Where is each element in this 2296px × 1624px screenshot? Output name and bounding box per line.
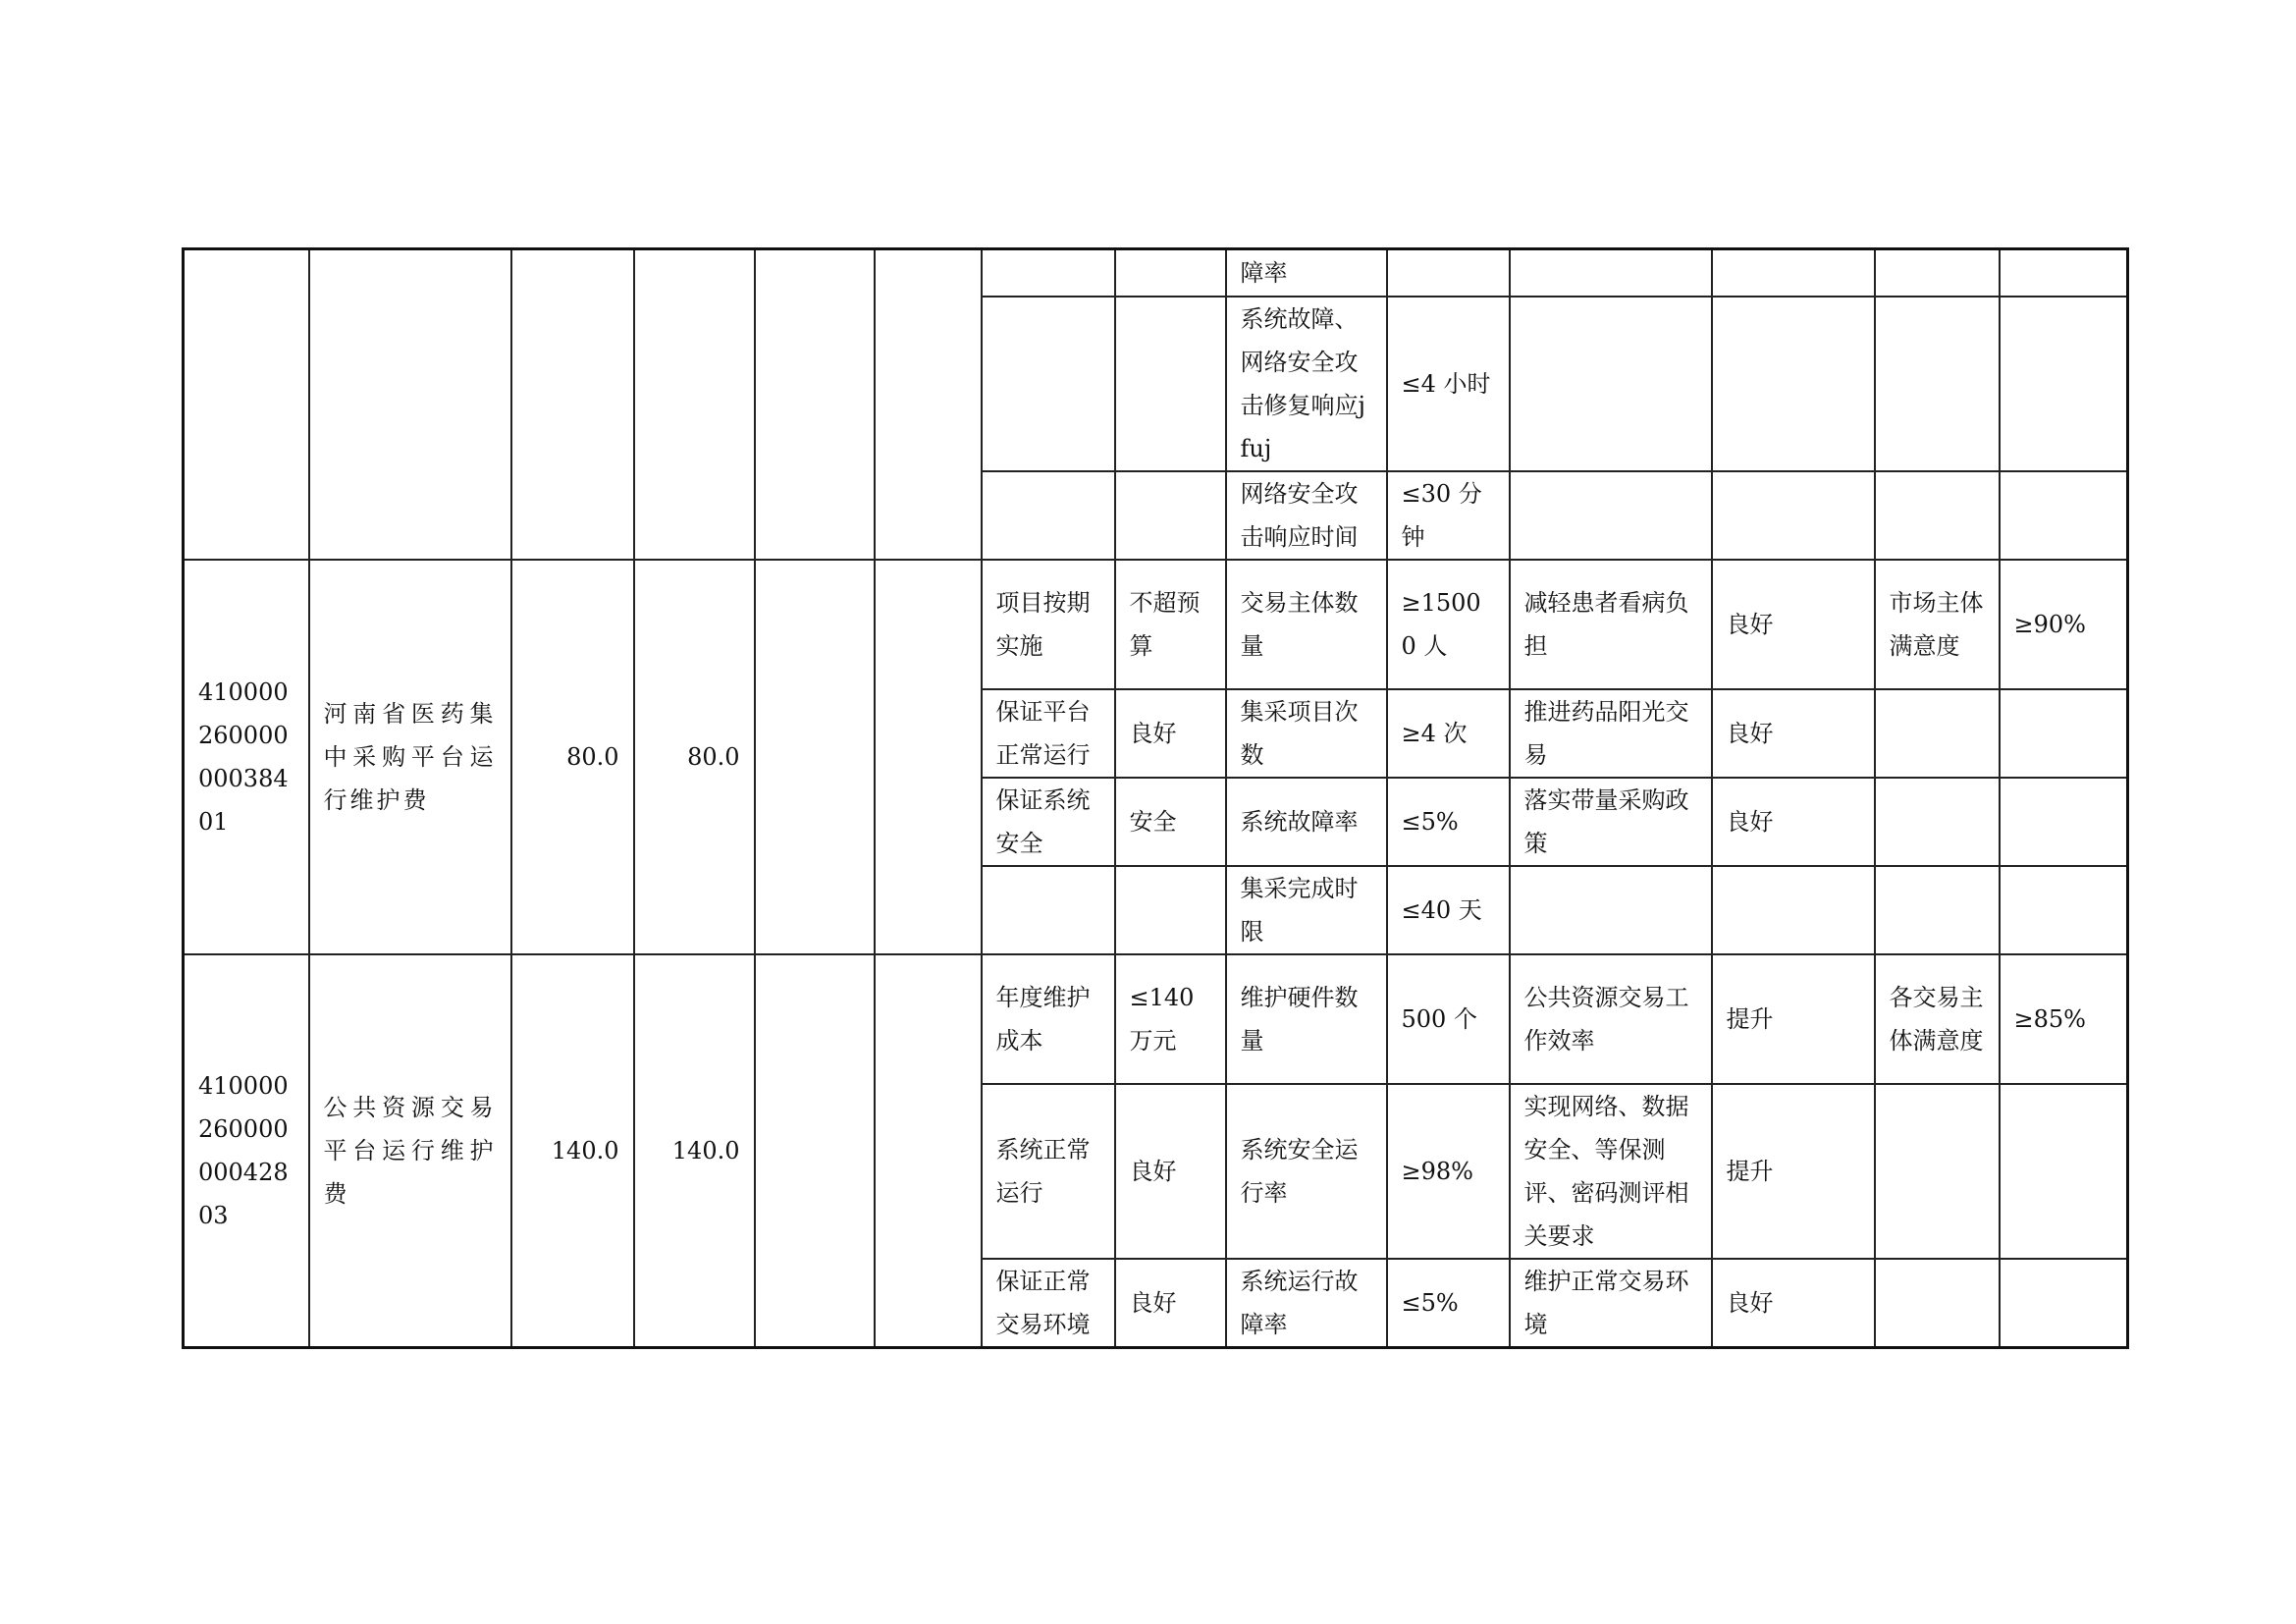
cell-value-2 [1387,249,1510,297]
cell-indicator-3 [1510,249,1712,297]
cell-indicator-4: 各交易主体满意度 [1875,954,2000,1084]
cell-amount-1: 80.0 [511,560,634,954]
cell-indicator-3: 维护正常交易环境 [1510,1259,1712,1348]
cell-value-1: 安全 [1115,778,1226,866]
cell-indicator-1: 保证平台正常运行 [982,689,1115,778]
cell-amount-1: 140.0 [511,954,634,1348]
cell-indicator-1 [982,297,1115,471]
cell-value-1: ≤140 万元 [1115,954,1226,1084]
cell-code [184,249,309,560]
cell-value-2: 500 个 [1387,954,1510,1084]
cell-blank-5 [755,249,875,560]
cell-value-1: 良好 [1115,1259,1226,1348]
cell-indicator-4 [1875,778,2000,866]
cell-indicator-3: 公共资源交易工作效率 [1510,954,1712,1084]
table-row [184,249,2128,297]
cell-value-1 [1115,471,1226,560]
cell-indicator-2: 系统故障率 [1226,778,1387,866]
cell-amount-2: 140.0 [634,954,755,1348]
cell-indicator-4 [1875,297,2000,471]
cell-value-4 [2000,249,2128,297]
performance-table [182,247,2129,1349]
cell-project-name: 河南省医药集中采购平台运行维护费 [309,560,511,954]
cell-indicator-1: 保证系统安全 [982,778,1115,866]
cell-code: 41000026000000042803 [184,954,309,1348]
cell-value-2: ≤5% [1387,778,1510,866]
cell-project-name [309,249,511,560]
cell-value-2: ≤40 天 [1387,866,1510,954]
cell-value-3: 良好 [1712,689,1875,778]
cell-value-4 [2000,866,2128,954]
cell-amount-1 [511,249,634,560]
cell-project-name: 公共资源交易平台运行维护费 [309,954,511,1348]
cell-value-3: 良好 [1712,560,1875,689]
cell-blank-6 [875,954,982,1348]
cell-value-1: 良好 [1115,1084,1226,1259]
cell-indicator-1 [982,249,1115,297]
cell-value-3 [1712,866,1875,954]
cell-value-3: 良好 [1712,1259,1875,1348]
cell-blank-6 [875,249,982,560]
cell-indicator-4 [1875,866,2000,954]
cell-indicator-1: 系统正常运行 [982,1084,1115,1259]
cell-indicator-3: 推进药品阳光交易 [1510,689,1712,778]
cell-value-1: 良好 [1115,689,1226,778]
cell-indicator-4 [1875,689,2000,778]
cell-value-4 [2000,1084,2128,1259]
cell-indicator-1: 年度维护成本 [982,954,1115,1084]
cell-value-3: 良好 [1712,778,1875,866]
cell-indicator-4 [1875,471,2000,560]
cell-indicator-4: 市场主体满意度 [1875,560,2000,689]
cell-value-3 [1712,297,1875,471]
cell-value-4 [2000,297,2128,471]
cell-indicator-2: 维护硬件数量 [1226,954,1387,1084]
cell-amount-2 [634,249,755,560]
cell-indicator-3 [1510,297,1712,471]
cell-indicator-3: 实现网络、数据安全、等保测评、密码测评相关要求 [1510,1084,1712,1259]
cell-value-1 [1115,249,1226,297]
cell-indicator-2: 系统故障、网络安全攻击修复响应jfuj [1226,297,1387,471]
cell-indicator-1 [982,866,1115,954]
cell-indicator-1: 保证正常交易环境 [982,1259,1115,1348]
cell-indicator-2: 系统安全运行率 [1226,1084,1387,1259]
cell-indicator-2: 网络安全攻击响应时间 [1226,471,1387,560]
cell-indicator-4 [1875,1259,2000,1348]
cell-blank-5 [755,954,875,1348]
cell-value-4 [2000,778,2128,866]
cell-value-3: 提升 [1712,1084,1875,1259]
table-row [184,560,2128,689]
cell-value-4 [2000,471,2128,560]
cell-value-3 [1712,471,1875,560]
cell-value-2: ≤30 分钟 [1387,471,1510,560]
cell-indicator-3 [1510,471,1712,560]
cell-value-3 [1712,249,1875,297]
cell-indicator-3: 减轻患者看病负担 [1510,560,1712,689]
cell-blank-6 [875,560,982,954]
cell-value-2: ≤4 小时 [1387,297,1510,471]
cell-indicator-4 [1875,249,2000,297]
cell-indicator-3 [1510,866,1712,954]
table-row [184,954,2128,1084]
cell-indicator-3: 落实带量采购政策 [1510,778,1712,866]
cell-indicator-1: 项目按期实施 [982,560,1115,689]
cell-indicator-2: 障率 [1226,249,1387,297]
cell-value-1 [1115,297,1226,471]
cell-value-3: 提升 [1712,954,1875,1084]
cell-value-4 [2000,1259,2128,1348]
cell-indicator-4 [1875,1084,2000,1259]
cell-code: 41000026000000038401 [184,560,309,954]
cell-value-4: ≥85% [2000,954,2128,1084]
cell-value-4: ≥90% [2000,560,2128,689]
cell-value-2: ≥98% [1387,1084,1510,1259]
cell-indicator-2: 系统运行故障率 [1226,1259,1387,1348]
cell-value-1 [1115,866,1226,954]
cell-indicator-2: 集采完成时限 [1226,866,1387,954]
cell-indicator-2: 集采项目次数 [1226,689,1387,778]
cell-amount-2: 80.0 [634,560,755,954]
cell-value-1: 不超预算 [1115,560,1226,689]
cell-value-2: ≤5% [1387,1259,1510,1348]
cell-indicator-2: 交易主体数量 [1226,560,1387,689]
cell-value-2: ≥15000 人 [1387,560,1510,689]
cell-value-2: ≥4 次 [1387,689,1510,778]
cell-blank-5 [755,560,875,954]
cell-value-4 [2000,689,2128,778]
cell-indicator-1 [982,471,1115,560]
